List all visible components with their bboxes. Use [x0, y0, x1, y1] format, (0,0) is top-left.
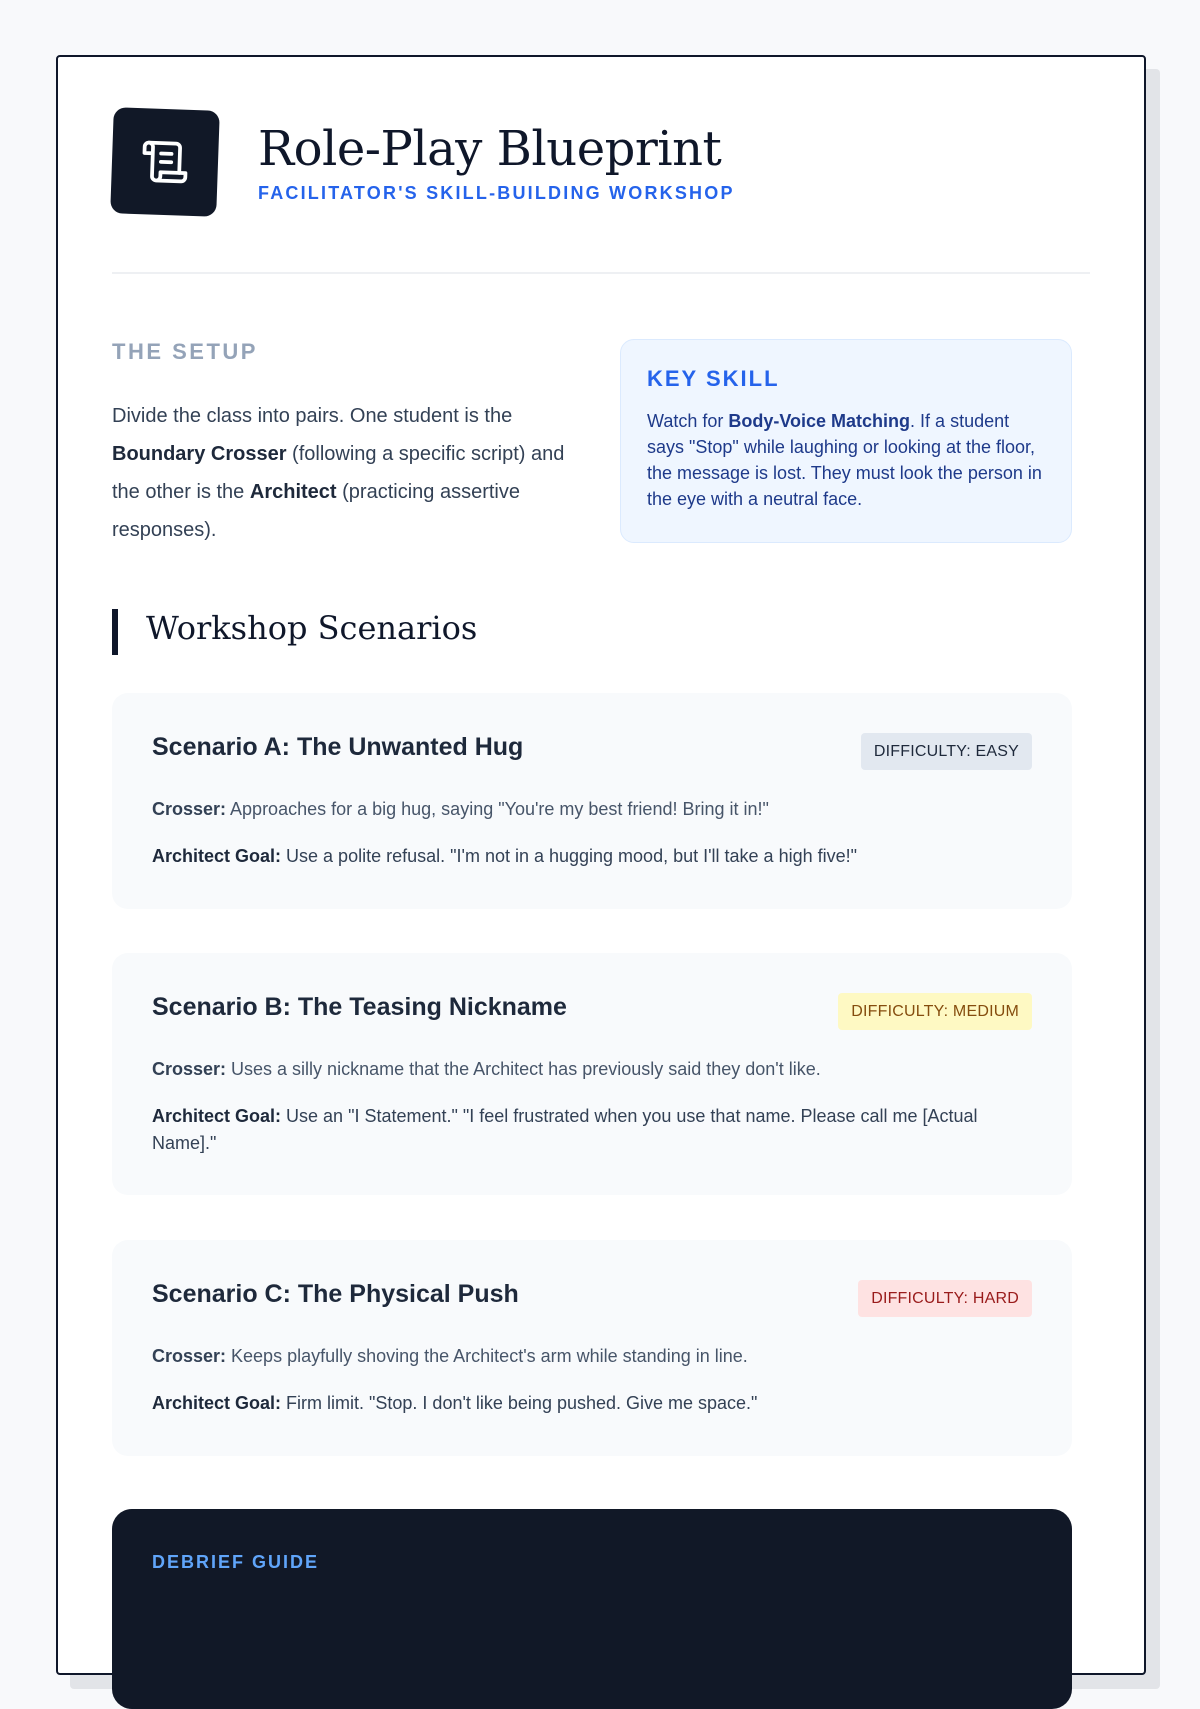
key-skill-highlight: Body-Voice Matching — [728, 411, 911, 431]
debrief-panel — [112, 1509, 1072, 1709]
page-subtitle: FACILITATOR'S SKILL-BUILDING WORKSHOP — [258, 183, 735, 203]
scenario-card-b — [112, 953, 1072, 1195]
setup-label: THE SETUP — [112, 339, 258, 364]
header-divider — [112, 272, 1090, 274]
scenario-title: Scenario A: The Unwanted Hug — [152, 733, 524, 761]
scenario-card-c — [112, 1240, 1072, 1456]
key-skill-text: Watch for Body-Voice Matching. If a student says "Stop" while laughing or looking at the floor, the message is lost. They must look the person in the eye with a neutral face. — [647, 411, 1042, 509]
logo-badge — [110, 107, 220, 217]
crosser-line: Crosser: Approaches for a big hug, saying "You're my best friend! Bring it in!" — [152, 799, 769, 819]
difficulty-badge: DIFFICULTY: HARD — [858, 1280, 1032, 1317]
section-title: Workshop Scenarios — [146, 609, 478, 647]
architect-goal-line: Architect Goal: Use an "I Statement." "I feel frustrated when you use that name. Please call me [Actual Name]." — [152, 1106, 978, 1153]
crosser-line: Crosser: Uses a silly nickname that the Architect has previously said they don't like. — [152, 1059, 821, 1079]
difficulty-badge: DIFFICULTY: EASY — [861, 733, 1032, 770]
page-title: Role-Play Blueprint — [258, 121, 722, 177]
difficulty-badge: DIFFICULTY: MEDIUM — [838, 993, 1032, 1030]
architect-goal-line: Architect Goal: Firm limit. "Stop. I don't like being pushed. Give me space." — [152, 1393, 758, 1413]
scenario-card-a — [112, 693, 1072, 909]
role-boundary-crosser: Boundary Crosser — [112, 443, 287, 465]
crosser-line: Crosser: Keeps playfully shoving the Architect's arm while standing in line. — [152, 1346, 748, 1366]
architect-goal-line: Architect Goal: Use a polite refusal. "I'm not in a hugging mood, but I'll take a high five!" — [152, 846, 858, 866]
key-skill-title: KEY SKILL — [647, 366, 780, 391]
header — [112, 109, 1090, 269]
scroll-icon — [139, 136, 191, 188]
scenario-title: Scenario C: The Physical Push — [152, 1280, 519, 1308]
section-accent-bar — [112, 609, 118, 655]
setup-description: Divide the class into pairs. One student is the Boundary Crosser (following a specific script) and the other is the Architect (practicing assertive responses). — [112, 405, 565, 541]
debrief-title: DEBRIEF GUIDE — [152, 1552, 320, 1572]
scenario-title: Scenario B: The Teasing Nickname — [152, 993, 567, 1021]
worksheet-card — [56, 55, 1146, 1675]
role-architect: Architect — [249, 481, 337, 503]
key-skill-callout — [620, 339, 1072, 543]
